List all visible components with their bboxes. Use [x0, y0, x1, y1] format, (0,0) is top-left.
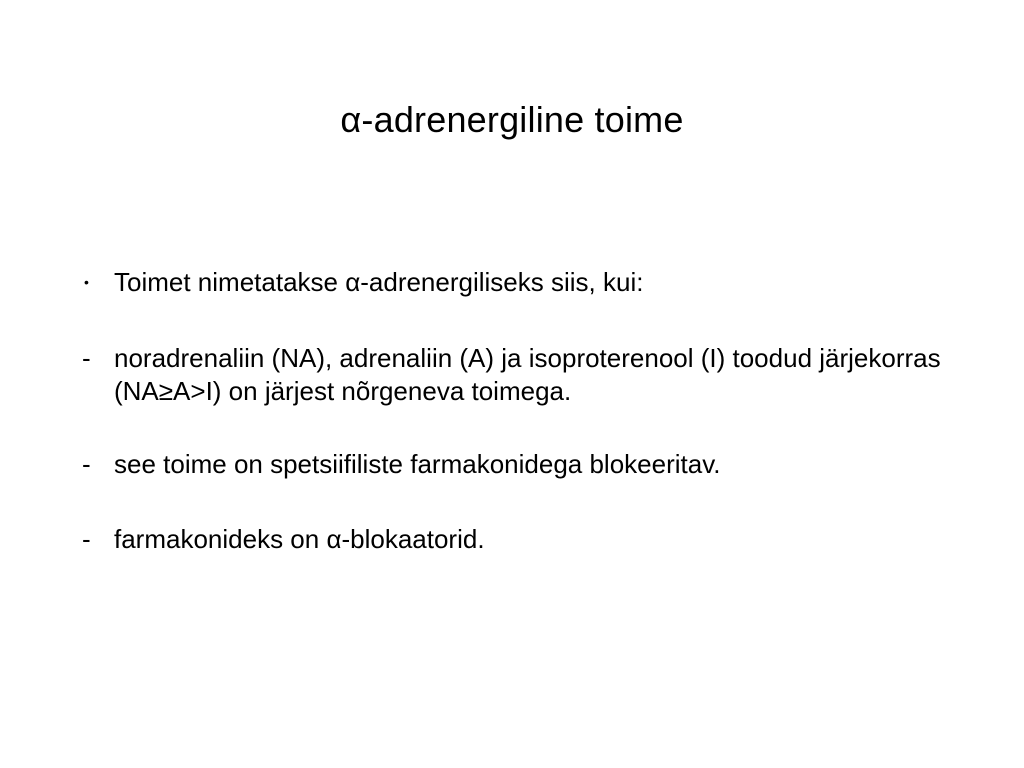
- list-item-text: see toime on spetsiifiliste farmakonidega blokeeritav.: [114, 449, 721, 479]
- dash-marker: -: [82, 449, 91, 479]
- list-item-text: Toimet nimetatakse α-adrenergiliseks siis, kui:: [114, 267, 644, 297]
- bullet-marker: •: [84, 274, 89, 290]
- list-item-text: farmakonideks on α-blokaatorid.: [114, 524, 485, 554]
- dash-marker: -: [82, 524, 91, 554]
- dash-marker: -: [82, 343, 91, 373]
- list-item-text: noradrenaliin (NA), adrenaliin (A) ja isoproterenool (I) toodud järjekorras (NA≥A>I) on järjest nõrgeneva toimega.: [114, 343, 941, 406]
- slide-title: α-adrenergiline toime: [340, 99, 684, 140]
